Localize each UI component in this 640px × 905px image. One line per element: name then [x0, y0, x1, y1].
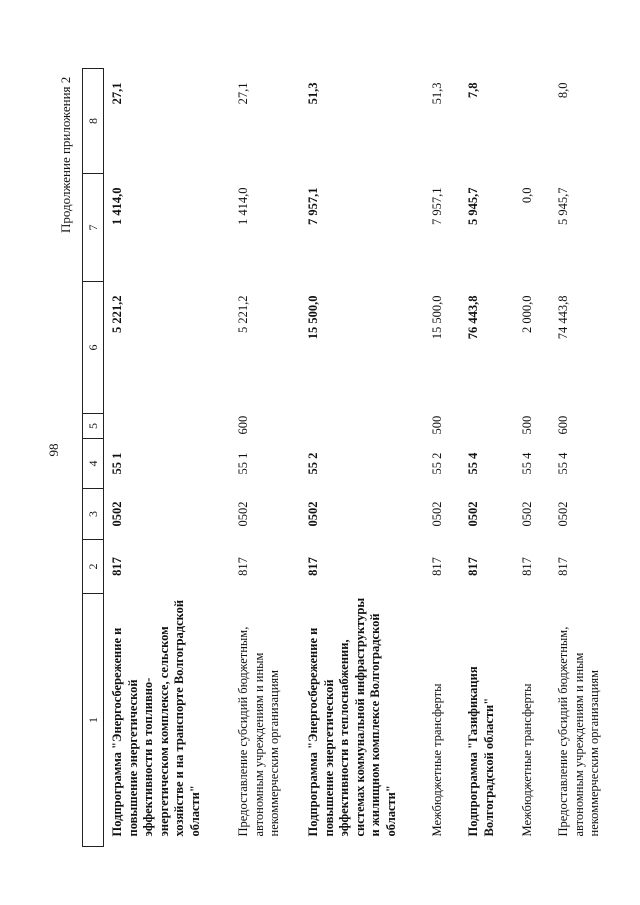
row-name: Межбюджетные трансферты [520, 683, 534, 837]
cell-section: 0502 [110, 501, 124, 527]
column-header: 6 [83, 282, 104, 414]
cell-actual: 0,0 [520, 187, 534, 204]
cell-expense-type: 600 [556, 415, 570, 435]
appendix-continuation-note: Продолжение приложения 2 [58, 76, 73, 233]
column-header: 5 [83, 414, 104, 439]
cell-plan: 15 500,0 [430, 295, 444, 340]
table-row [466, 69, 520, 847]
cell-target: 55 1 [236, 452, 250, 475]
cell-section: 0502 [306, 501, 320, 527]
row-name: Предоставление субсидий бюджетным, автономным учреждениям и иным некоммерческим организациям [556, 626, 601, 837]
cell-code: 817 [520, 557, 534, 576]
cell-section: 0502 [430, 501, 444, 527]
cell-percent: 27,1 [236, 82, 250, 105]
cell-plan: 15 500,0 [306, 295, 320, 340]
cell-target: 55 1 [110, 452, 124, 475]
column-header: 3 [83, 489, 104, 540]
table-header-row [83, 69, 104, 847]
cell-actual: 7 957,1 [430, 187, 444, 225]
budget-table [82, 68, 614, 847]
cell-section: 0502 [520, 501, 534, 527]
cell-percent: 7,8 [466, 82, 480, 99]
cell-target: 55 2 [306, 452, 320, 475]
row-name: Межбюджетные трансферты [430, 683, 444, 837]
table-row [236, 69, 306, 847]
row-name: Подпрограмма "Энергосбережение и повышение энергетической эффективности в топливно-энергетическом комплексе, сельском хозяйстве и на транспорте Волгоградской области" [110, 599, 202, 837]
cell-plan: 76 443,8 [466, 295, 480, 340]
cell-percent: 27,1 [110, 82, 124, 105]
row-name: Предоставление субсидий бюджетным, автономным учреждениям и иным некоммерческим организациям [236, 626, 281, 837]
table-row [306, 69, 430, 847]
cell-expense-type: 500 [430, 415, 444, 435]
cell-actual: 1 414,0 [110, 187, 124, 225]
cell-expense-type [104, 414, 237, 439]
cell-target: 55 4 [520, 452, 534, 475]
cell-actual: 1 414,0 [236, 187, 250, 225]
column-header: 1 [83, 594, 104, 847]
cell-plan: 74 443,8 [556, 295, 570, 340]
cell-expense-type: 600 [236, 415, 250, 435]
column-header: 8 [83, 69, 104, 174]
row-name: Подпрограмма "Газификация Волгоградской области" [466, 666, 496, 837]
cell-section: 0502 [466, 501, 480, 527]
cell-plan: 5 221,2 [236, 295, 250, 333]
cell-plan: 5 221,2 [110, 295, 124, 333]
cell-percent [520, 69, 556, 174]
cell-expense-type: 500 [520, 415, 534, 435]
cell-percent: 8,0 [556, 82, 570, 99]
column-header: 2 [83, 540, 104, 594]
cell-percent: 51,3 [430, 82, 444, 105]
cell-plan: 2 000,0 [520, 295, 534, 333]
cell-target: 55 4 [466, 452, 480, 475]
table-row [104, 69, 237, 847]
cell-actual: 5 945,7 [466, 187, 480, 225]
cell-code: 817 [236, 557, 250, 576]
cell-section: 0502 [556, 501, 570, 527]
cell-target: 55 2 [430, 452, 444, 475]
cell-expense-type [466, 414, 520, 439]
row-name: Подпрограмма "Энергосбережение и повышение энергетической эффективности в теплоснабжении, системах коммунальной инфраструктуры и жилищном комплексе Волгоградской области" [306, 597, 398, 837]
cell-code: 817 [466, 557, 480, 576]
table-row [556, 69, 614, 847]
column-header: 4 [83, 439, 104, 489]
table-row [520, 69, 556, 847]
cell-code: 817 [306, 557, 320, 576]
table-row [430, 69, 466, 847]
cell-section: 0502 [236, 501, 250, 527]
cell-code: 817 [430, 557, 444, 576]
cell-expense-type [306, 414, 430, 439]
cell-actual: 7 957,1 [306, 187, 320, 225]
page-number: 98 [46, 443, 61, 457]
cell-code: 817 [110, 557, 124, 576]
cell-code: 817 [556, 557, 570, 576]
cell-target: 55 4 [556, 452, 570, 475]
cell-actual: 5 945,7 [556, 187, 570, 225]
cell-percent: 51,3 [306, 82, 320, 105]
column-header: 7 [83, 174, 104, 282]
